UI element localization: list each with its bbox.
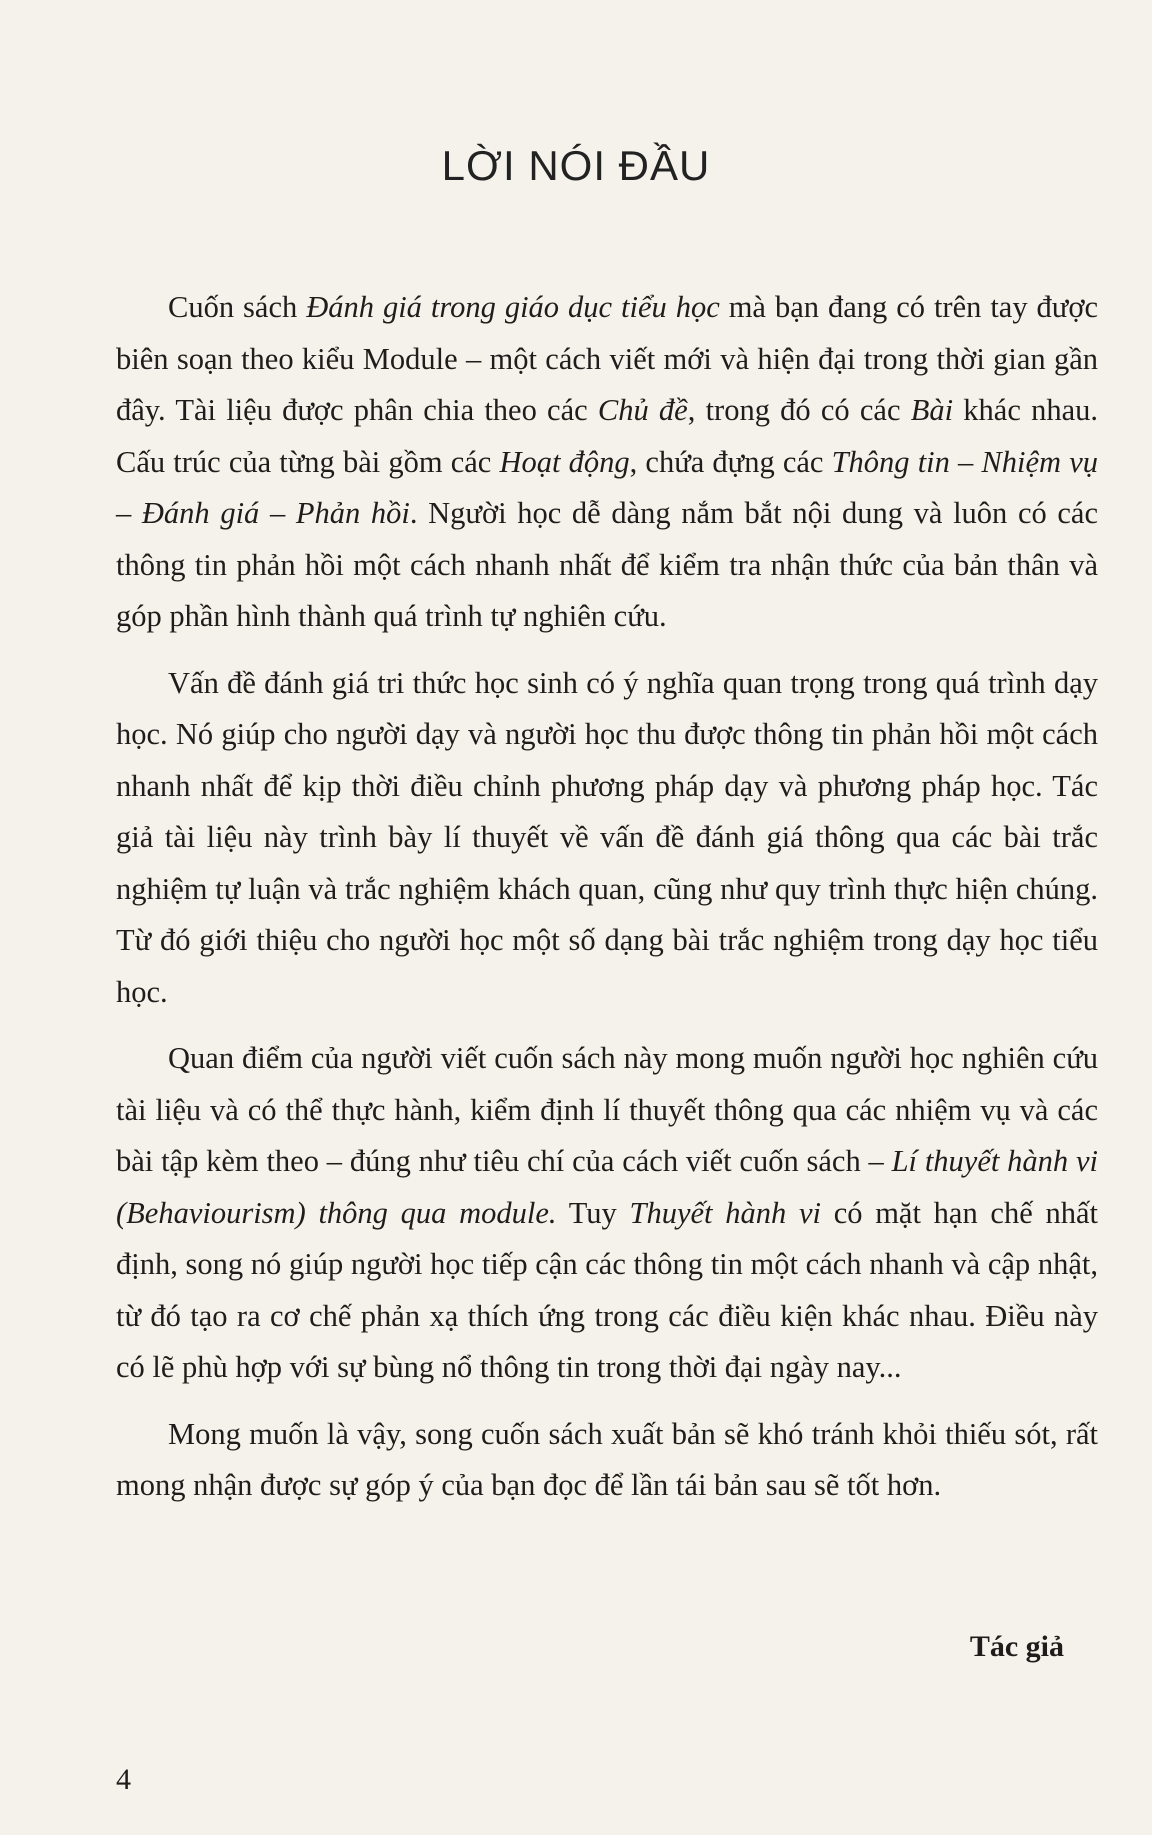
text-run: Cuốn sách [168,290,307,324]
text-run: Tuy [556,1195,630,1230]
italic-run: Bài [910,393,954,427]
page-number: 4 [116,1763,131,1796]
text-run: , chứa đựng các [629,444,832,479]
text-run: có mặt hạn chế nhất định, song nó giúp người học tiếp cận các thông tin một cách nhanh và cập nhật, từ đó tạo ra cơ chế phản xạ thích ứng trong các điều kiện khác nhau. Điều này có lẽ phù hợp với sự bùng nổ thông tin trong thời đại ngày nay... [116,1195,1098,1384]
paragraph-3 [116,1033,1098,1394]
italic-run: Thông tin – Nhiệm vụ – Đánh giá – Phản hồi [116,444,1098,530]
text-run: , trong đó có các [687,393,911,427]
preface-body [116,282,1098,1527]
paragraph-2 [116,658,1098,1019]
author-signature: Tác giả [969,1630,1064,1663]
italic-run: Hoạt động [499,444,630,479]
italic-run: Thuyết hành vi [629,1195,821,1230]
italic-run: Đánh giá trong giáo dục tiểu học [306,290,720,324]
text-run: Quan điểm của người viết cuốn sách này mong muốn người học nghiên cứu tài liệu và có thể thực hành, kiểm định lí thuyết thông qua các nhiệm vụ và các bài tập kèm theo – đúng như tiêu chí của cách viết cuốn sách – [116,1041,1098,1178]
text-run: . Người học dễ dàng nắm bắt nội dung và luôn có các thông tin phản hồi một cách nhanh nhất để kiểm tra nhận thức của bản thân và góp phần hình thành quá trình tự nghiên cứu. [116,496,1098,633]
text-run: Mong muốn là vậy, song cuốn sách xuất bản sẽ khó tránh khỏi thiếu sót, rất mong nhận được sự góp ý của bạn đọc để lần tái bản sau sẽ tốt hơn. [116,1416,1098,1502]
italic-run: Chủ đề [597,393,688,427]
text-run: mà bạn đang có trên tay được biên soạn theo kiểu Module – một cách viết mới và hiện đại trong thời gian gần đây. Tài liệu được phân chia theo các [116,290,1098,427]
text-run: Vấn đề đánh giá tri thức học sinh có ý nghĩa quan trọng trong quá trình dạy học. Nó giúp cho người dạy và người học thu được thông tin phản hồi một cách nhanh nhất để kịp thời điều chỉnh phương pháp dạy và phương pháp học. Tác giả tài liệu này trình bày lí thuyết về vấn đề đánh giá thông qua các bài trắc nghiệm tự luận và trắc nghiệm khách quan, cũng như quy trình thực hiện chúng. Từ đó giới thiệu cho người học một số dạng bài trắc nghiệm trong dạy học tiểu học. [116,665,1098,1009]
italic-run: Lí thuyết hành vi (Behaviourism) thông qua module. [116,1144,1098,1230]
page-title: LỜI NÓI ĐẦU [441,142,711,189]
paragraph-1 [116,282,1098,643]
paragraph-4 [116,1409,1098,1512]
text-run: khác nhau. Cấu trúc của từng bài gồm các [116,393,1098,479]
